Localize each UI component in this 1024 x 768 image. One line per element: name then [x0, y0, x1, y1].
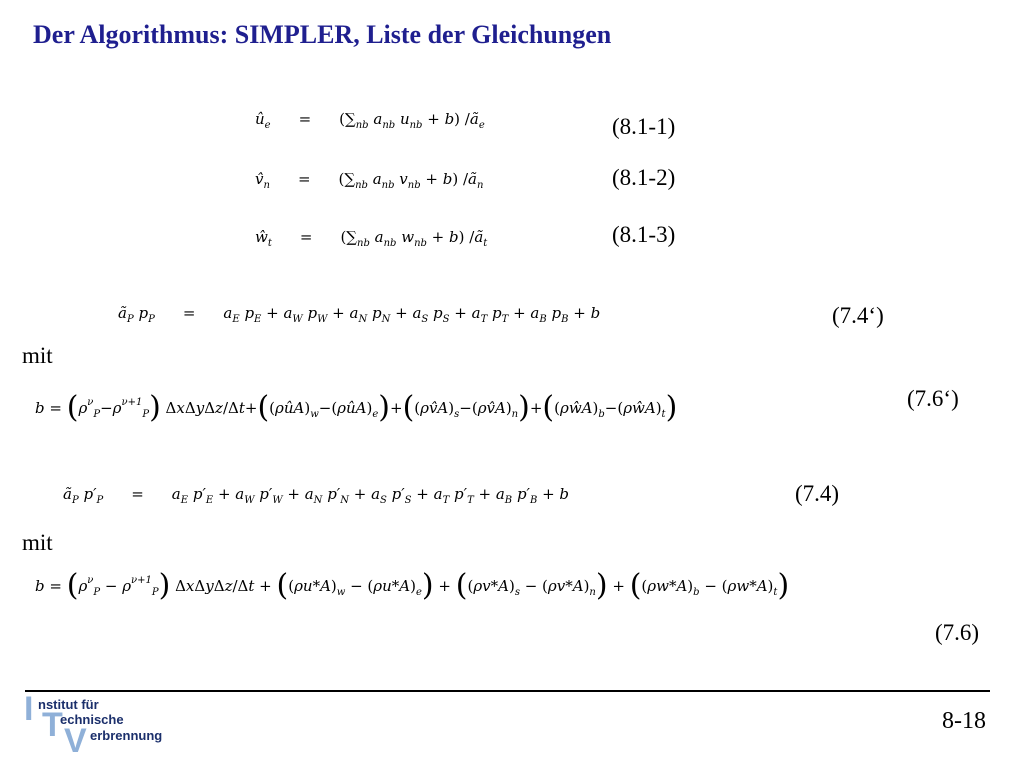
logo-line-3: erbrennung: [90, 728, 163, 743]
logo-line-1: nstitut für: [38, 697, 99, 712]
label-7-6-prime: (7.6‘): [907, 386, 959, 411]
label-8-1-2: (8.1-2): [612, 165, 676, 190]
label-8-1-1: (8.1-1): [612, 114, 676, 139]
equation-8-1-2: $v̂_n = (\sum_{nb}$ $a_{nb}$ $v_{nb} + b$) $/ã_n$: [255, 170, 484, 191]
equation-7-6: $b = (\rho^\nu_P - \rho^{\nu+1}_P) \Delta x\Delta y\Delta z/\Delta t + ((\rho u*A)_w - (\rho u*A)_e) + ((\rho v*A)_s - (\rho v*A)_n) + ((\rho w*A)_b - (\rho w*A)_t)$: [35, 568, 790, 603]
equation-7-6-prime: $b = (\rho^\nu_P-\rho^{\nu+1}_P)$ ΔxΔyΔz/$\Delta t+((\rho ûA)_w-(\rho ûA)_e)+((\rho v̂A)_s-(\rho v̂A)_n)+((\rho ŵA)_b-(\rho ŵA)_t)$: [35, 390, 678, 425]
mit-label-1: mit: [22, 343, 53, 368]
label-8-1-3: (8.1-3): [612, 222, 676, 247]
logo-letter-i: I: [24, 690, 34, 728]
label-7-6: (7.6): [935, 620, 980, 645]
equation-7-4-prime: $ã_P$ $p_P = a_E$ $p_E + a_W$ $p_W + a_N$ $p_N + a_S$ $p_S + a_T$ $p_T + a_B$ $p_B + b$: [118, 304, 601, 325]
label-7-4-prime: (7.4‘): [832, 303, 884, 328]
equation-7-4: $ã_P$ $p'_P = a_E$ $p'_E + a_W$ $p'_W + a_N$ $p'_N + a_S$ $p'_S + a_T$ $p'_T + a_B$ $p'_B + b$: [63, 485, 570, 506]
footer-divider: [25, 690, 990, 692]
page-title: Der Algorithmus: SIMPLER, Liste der Gleichungen: [33, 20, 612, 49]
mit-label-2: mit: [22, 530, 53, 555]
logo-letter-t: T: [42, 706, 63, 744]
page-number: 8-18: [942, 708, 986, 734]
label-7-4: (7.4): [795, 481, 840, 506]
logo-line-2: echnische: [60, 712, 124, 727]
logo-letter-v: V: [64, 722, 87, 760]
equation-8-1-3: $ŵ_t = (\sum_{nb}$ $a_{nb}$ $w_{nb} + b$) $/ã_t$: [255, 228, 488, 249]
equation-8-1-1: $û_e = (\sum_{nb}$ $a_{nb}$ $u_{nb} + b$) $/ã_e$: [255, 110, 485, 131]
